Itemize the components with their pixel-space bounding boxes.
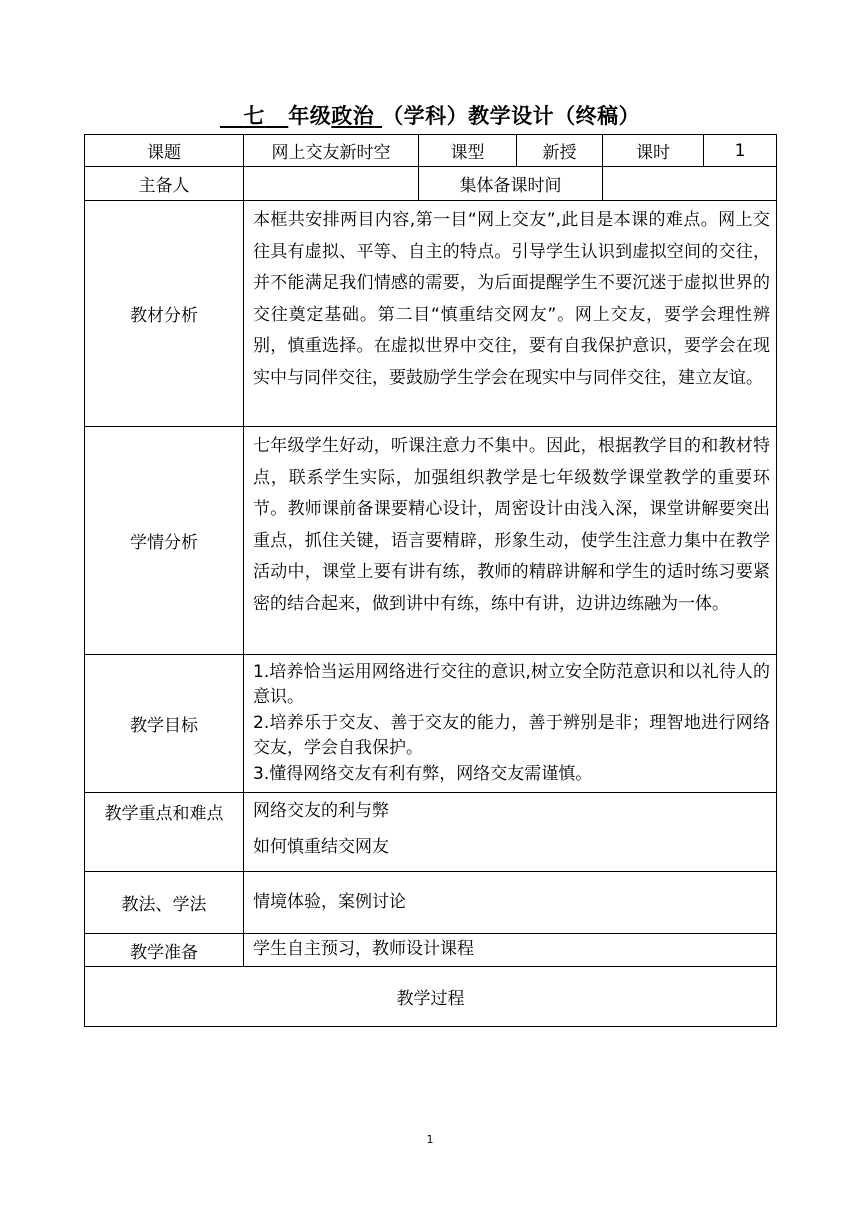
textbook-analysis-text: 本框共安排两目内容,第一目“网上交友”,此目是本课的难点。网上交往具有虚拟、平等、自主的特点。引导学生认识到虚拟空间的交往，并不能满足我们情感的需要，为后面提醒学生不要沉迷于虚拟世界的交往奠定基础。第二目“慎重结交网友”。网上交友，要学会理性辨别，慎重选择。在虚拟世界中交往，要有自我保护意识，要学会在现实中与同伴交往，要鼓励学生学会在现实中与同伴交往，建立友谊。 — [244, 201, 777, 427]
process-row — [85, 967, 777, 1027]
keypoints-row — [85, 793, 777, 872]
teaching-process-label: 教学过程 — [85, 967, 777, 1027]
topic-value: 网上交友新时空 — [244, 135, 419, 167]
lesson-design-table — [84, 134, 777, 1027]
page-title — [84, 100, 776, 130]
prep-time-label: 集体备课时间 — [419, 167, 603, 201]
preparation-label: 教学准备 — [85, 934, 244, 967]
student-analysis-row — [85, 427, 777, 655]
preparer-label: 主备人 — [85, 167, 244, 201]
preparation-text: 学生自主预习，教师设计课程 — [244, 934, 777, 967]
type-value: 新授 — [517, 135, 603, 167]
student-analysis-text: 七年级学生好动，听课注意力不集中。因此，根据教学目的和教材特点，联系学生实际，加强组织教学是七年级数学课堂教学的重要环节。教师课前备课要精心设计，周密设计由浅入深，课堂讲解要突出重点，抓住关键，语言要精辟，形象生动，使学生注意力集中在教学活动中，课堂上要有讲有练，教师的精辟讲解和学生的适时练习要紧密的结合起来，做到讲中有练，练中有讲，边讲边练融为一体。 — [244, 427, 777, 655]
prep-time-value — [603, 167, 777, 201]
info-row — [85, 135, 777, 167]
keypoint-item: 如何慎重结交网友 — [253, 837, 389, 857]
textbook-analysis-row — [85, 201, 777, 427]
teaching-goals-label: 教学目标 — [85, 655, 244, 793]
preparer-value — [244, 167, 419, 201]
textbook-analysis-label: 教材分析 — [85, 201, 244, 427]
teaching-goals-list — [244, 655, 777, 793]
student-analysis-label: 学情分析 — [85, 427, 244, 655]
goal-item: 2.培养乐于交友、善于交友的能力，善于辨别是非；理智地进行网络交友，学会自我保护。 — [253, 712, 770, 759]
preparation-row — [85, 934, 777, 967]
subject-value: 政治 — [331, 104, 375, 128]
keypoints-label: 教学重点和难点 — [85, 793, 244, 872]
topic-label: 课题 — [85, 135, 244, 167]
keypoint-item: 网络交友的利与弊 — [253, 801, 389, 821]
type-label: 课型 — [419, 135, 517, 167]
grade-value: 七 — [243, 104, 265, 128]
methods-text: 情境体验，案例讨论 — [244, 872, 777, 934]
methods-label: 教法、学法 — [85, 872, 244, 934]
goal-item: 1.培养恰当运用网络进行交往的意识,树立安全防范意识和以礼待人的意识。 — [253, 661, 770, 708]
period-label: 课时 — [603, 135, 704, 167]
goal-item: 3.懂得网络交友有利有弊，网络交友需谨慎。 — [253, 763, 593, 784]
title-rest: （学科）教学设计（终稿） — [382, 104, 641, 128]
keypoints-list — [244, 793, 777, 872]
grade-suffix: 年级 — [288, 104, 332, 128]
page-number: 1 — [426, 1133, 434, 1146]
teaching-goals-row — [85, 655, 777, 793]
period-value: 1 — [704, 135, 777, 167]
prep-row — [85, 167, 777, 201]
methods-row — [85, 872, 777, 934]
